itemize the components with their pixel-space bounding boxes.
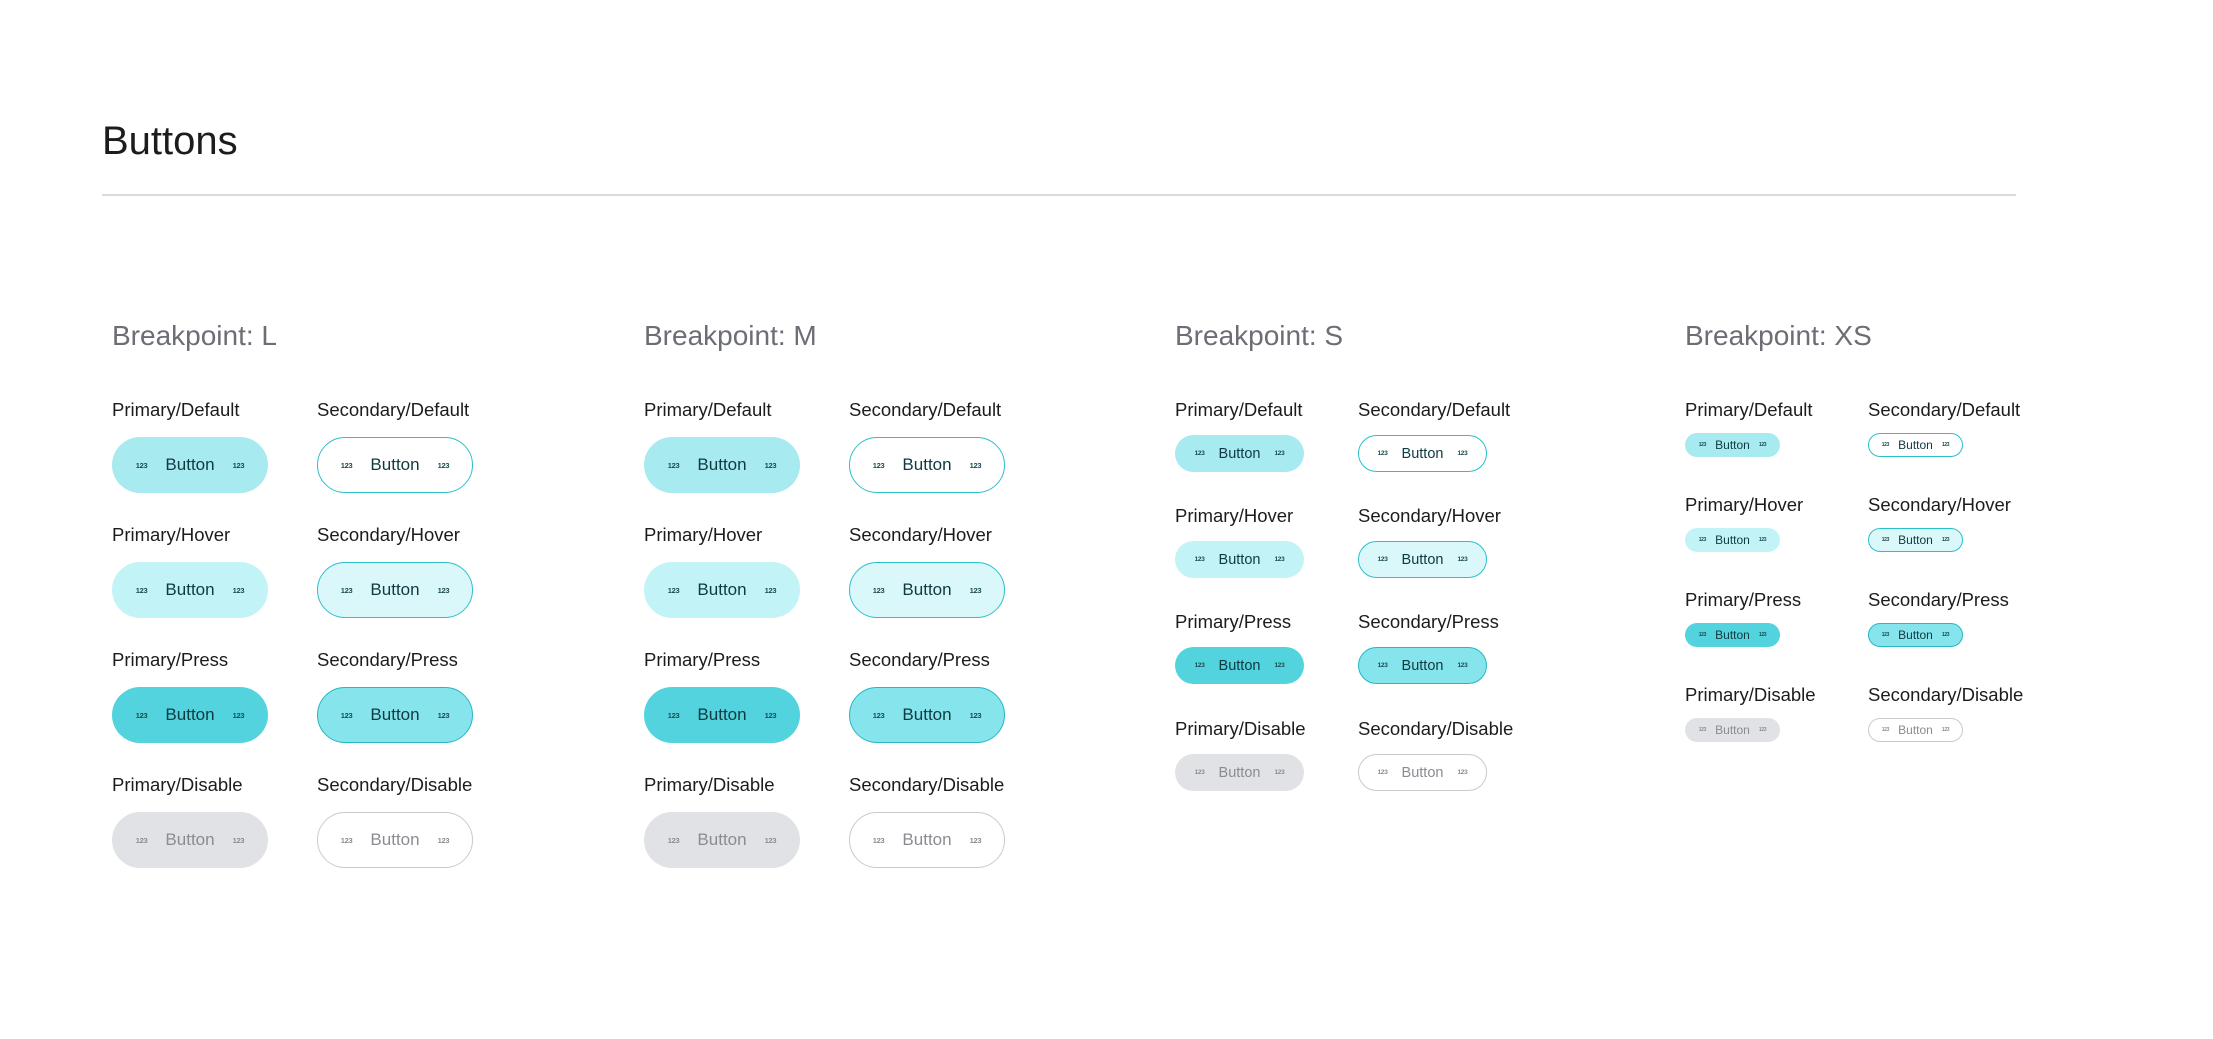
state-label: Secondary/Default [1868, 399, 2021, 420]
button-label: Button [1401, 551, 1444, 568]
button-label: Button [1715, 628, 1750, 642]
variant-secondary-hover [1868, 493, 2011, 547]
button-label: Button [370, 830, 420, 849]
button-label: Button [165, 830, 215, 849]
primary-hover-button[interactable] [1685, 528, 1780, 552]
state-label: Primary/Hover [112, 524, 231, 545]
leading-icon: 123 [1377, 450, 1388, 457]
variant-primary-disable [112, 773, 245, 849]
primary-hover-button[interactable] [1175, 541, 1304, 578]
leading-icon: 123 [667, 710, 680, 720]
primary-default-button[interactable] [1685, 433, 1780, 457]
leading-icon: 123 [135, 835, 148, 845]
state-label: Primary/Default [644, 399, 772, 420]
leading-icon: 123 [1377, 662, 1388, 669]
leading-icon: 123 [1377, 769, 1388, 776]
breakpoint-title: Breakpoint: S [1175, 320, 1344, 351]
state-label: Primary/Hover [644, 524, 763, 545]
trailing-icon: 123 [232, 835, 245, 845]
state-label: Primary/Press [112, 649, 229, 670]
trailing-icon: 123 [437, 585, 450, 595]
button-label: Button [697, 455, 747, 474]
button-label: Button [1401, 657, 1444, 674]
trailing-icon: 123 [1941, 537, 1950, 543]
trailing-icon: 123 [764, 460, 777, 470]
leading-icon: 123 [1698, 442, 1707, 448]
button-label: Button [697, 830, 747, 849]
leading-icon: 123 [135, 710, 148, 720]
variant-primary-hover [112, 523, 245, 599]
leading-icon: 123 [667, 460, 680, 470]
state-label: Secondary/Press [1868, 589, 2009, 610]
variant-primary-press [112, 648, 245, 724]
primary-hover-button[interactable] [644, 562, 800, 618]
state-label: Secondary/Hover [1868, 494, 2011, 515]
variant-secondary-hover [849, 523, 992, 599]
trailing-icon: 123 [1941, 632, 1950, 638]
variant-primary-default [112, 398, 245, 474]
primary-default-button[interactable] [644, 437, 800, 493]
leading-icon: 123 [1698, 632, 1707, 638]
leading-icon: 123 [1881, 632, 1890, 638]
secondary-press-button[interactable] [317, 687, 473, 743]
leading-icon: 123 [340, 710, 353, 720]
button-label: Button [902, 830, 952, 849]
state-label: Secondary/Hover [317, 524, 460, 545]
trailing-icon: 123 [969, 585, 982, 595]
secondary-disable-button[interactable] [1358, 754, 1487, 791]
button-label: Button [697, 580, 747, 599]
state-label: Primary/Disable [644, 774, 775, 795]
state-label: Primary/Disable [112, 774, 243, 795]
secondary-disable-button[interactable] [317, 812, 473, 868]
button-label: Button [1715, 533, 1750, 547]
leading-icon: 123 [872, 835, 885, 845]
trailing-icon: 123 [1457, 662, 1468, 669]
page-title: Buttons [102, 119, 238, 163]
secondary-default-button[interactable] [317, 437, 473, 493]
variant-primary-hover [1175, 504, 1294, 568]
trailing-icon: 123 [1274, 769, 1285, 776]
secondary-press-button[interactable] [1358, 647, 1487, 684]
trailing-icon: 123 [764, 585, 777, 595]
trailing-icon: 123 [1457, 556, 1468, 563]
leading-icon: 123 [1194, 556, 1205, 563]
state-label: Primary/Default [1175, 399, 1303, 420]
leading-icon: 123 [340, 835, 353, 845]
button-label: Button [1401, 764, 1444, 781]
state-label: Primary/Default [112, 399, 240, 420]
button-label: Button [165, 705, 215, 724]
trailing-icon: 123 [232, 585, 245, 595]
state-label: Secondary/Press [849, 649, 990, 670]
state-label: Secondary/Default [849, 399, 1002, 420]
state-label: Secondary/Disable [1868, 684, 2024, 705]
leading-icon: 123 [340, 460, 353, 470]
state-label: Secondary/Default [1358, 399, 1511, 420]
variant-primary-disable [1685, 683, 1816, 737]
state-label: Primary/Press [644, 649, 761, 670]
trailing-icon: 123 [1457, 450, 1468, 457]
leading-icon: 123 [1881, 727, 1890, 733]
secondary-default-button[interactable] [849, 437, 1005, 493]
state-label: Secondary/Press [1358, 611, 1499, 632]
state-label: Secondary/Hover [1358, 505, 1501, 526]
trailing-icon: 123 [969, 835, 982, 845]
leading-icon: 123 [1194, 662, 1205, 669]
trailing-icon: 123 [1758, 632, 1767, 638]
trailing-icon: 123 [232, 460, 245, 470]
leading-icon: 123 [667, 585, 680, 595]
primary-press-button[interactable] [1685, 623, 1780, 647]
leading-icon: 123 [872, 710, 885, 720]
leading-icon: 123 [1698, 727, 1707, 733]
variant-primary-press [1685, 588, 1802, 642]
variant-primary-default [1685, 398, 1813, 452]
secondary-disable-button[interactable] [849, 812, 1005, 868]
variant-secondary-disable [1868, 683, 2024, 737]
trailing-icon: 123 [437, 460, 450, 470]
trailing-icon: 123 [969, 710, 982, 720]
state-label: Primary/Default [1685, 399, 1813, 420]
secondary-press-button[interactable] [1868, 623, 1963, 647]
leading-icon: 123 [1377, 556, 1388, 563]
primary-hover-button[interactable] [112, 562, 268, 618]
variant-primary-default [644, 398, 777, 474]
leading-icon: 123 [1194, 450, 1205, 457]
button-label: Button [1898, 723, 1933, 737]
button-label: Button [902, 455, 952, 474]
trailing-icon: 123 [1274, 556, 1285, 563]
trailing-icon: 123 [1941, 442, 1950, 448]
leading-icon: 123 [667, 835, 680, 845]
state-label: Secondary/Disable [317, 774, 473, 795]
leading-icon: 123 [1698, 537, 1707, 543]
leading-icon: 123 [872, 460, 885, 470]
state-label: Primary/Press [1175, 611, 1292, 632]
button-label: Button [1898, 533, 1933, 547]
button-label: Button [1218, 657, 1261, 674]
variant-secondary-press [1868, 588, 2009, 642]
variant-primary-disable [644, 773, 777, 849]
secondary-hover-button[interactable] [849, 562, 1005, 618]
secondary-default-button[interactable] [1358, 435, 1487, 472]
secondary-default-button[interactable] [1868, 433, 1963, 457]
button-label: Button [1715, 438, 1750, 452]
state-label: Primary/Press [1685, 589, 1802, 610]
variant-secondary-hover [317, 523, 460, 599]
button-label: Button [1218, 764, 1261, 781]
variant-secondary-press [1358, 610, 1499, 674]
button-label: Button [1218, 551, 1261, 568]
trailing-icon: 123 [1274, 662, 1285, 669]
breakpoint-title: Breakpoint: L [112, 320, 277, 351]
variant-secondary-disable [317, 773, 473, 849]
variant-primary-hover [644, 523, 777, 599]
button-label: Button [902, 705, 952, 724]
button-label: Button [1898, 438, 1933, 452]
state-label: Secondary/Disable [1358, 718, 1514, 739]
breakpoint-title: Breakpoint: M [644, 320, 817, 351]
secondary-press-button[interactable] [849, 687, 1005, 743]
leading-icon: 123 [1194, 769, 1205, 776]
trailing-icon: 123 [1758, 537, 1767, 543]
leading-icon: 123 [135, 585, 148, 595]
trailing-icon: 123 [437, 710, 450, 720]
variant-secondary-press [849, 648, 990, 724]
trailing-icon: 123 [969, 460, 982, 470]
trailing-icon: 123 [437, 835, 450, 845]
button-label: Button [370, 705, 420, 724]
variant-secondary-hover [1358, 504, 1501, 568]
primary-press-button[interactable] [644, 687, 800, 743]
variant-secondary-press [317, 648, 458, 724]
state-label: Primary/Hover [1685, 494, 1804, 515]
button-label: Button [165, 580, 215, 599]
primary-press-button[interactable] [1175, 647, 1304, 684]
leading-icon: 123 [1881, 442, 1890, 448]
variant-primary-disable [1175, 717, 1306, 781]
trailing-icon: 123 [232, 710, 245, 720]
variant-secondary-disable [849, 773, 1005, 849]
trailing-icon: 123 [1758, 727, 1767, 733]
state-label: Primary/Disable [1175, 718, 1306, 739]
primary-disable-button[interactable] [112, 812, 268, 868]
variant-primary-hover [1685, 493, 1804, 547]
title-divider [102, 194, 2016, 196]
variant-secondary-disable [1358, 717, 1514, 781]
button-label: Button [165, 455, 215, 474]
button-label: Button [1218, 445, 1261, 462]
variant-secondary-default [1868, 398, 2021, 452]
primary-default-button[interactable] [112, 437, 268, 493]
button-label: Button [697, 705, 747, 724]
variant-secondary-default [317, 398, 470, 474]
trailing-icon: 123 [1758, 442, 1767, 448]
leading-icon: 123 [135, 460, 148, 470]
button-label: Button [370, 580, 420, 599]
button-label: Button [370, 455, 420, 474]
state-label: Secondary/Default [317, 399, 470, 420]
trailing-icon: 123 [1457, 769, 1468, 776]
trailing-icon: 123 [764, 835, 777, 845]
variant-secondary-default [849, 398, 1002, 474]
variant-secondary-default [1358, 398, 1511, 462]
breakpoint-title: Breakpoint: XS [1685, 320, 1872, 351]
state-label: Secondary/Press [317, 649, 458, 670]
state-label: Secondary/Hover [849, 524, 992, 545]
secondary-hover-button[interactable] [1358, 541, 1487, 578]
variant-primary-default [1175, 398, 1303, 462]
variant-primary-press [1175, 610, 1292, 674]
primary-disable-button[interactable] [644, 812, 800, 868]
button-label: Button [1401, 445, 1444, 462]
leading-icon: 123 [340, 585, 353, 595]
variant-primary-press [644, 648, 777, 724]
leading-icon: 123 [1881, 537, 1890, 543]
button-label: Button [1898, 628, 1933, 642]
trailing-icon: 123 [1274, 450, 1285, 457]
secondary-disable-button[interactable] [1868, 718, 1963, 742]
trailing-icon: 123 [764, 710, 777, 720]
button-label: Button [902, 580, 952, 599]
trailing-icon: 123 [1941, 727, 1950, 733]
primary-disable-button[interactable] [1685, 718, 1780, 742]
primary-disable-button[interactable] [1175, 754, 1304, 791]
state-label: Primary/Disable [1685, 684, 1816, 705]
primary-press-button[interactable] [112, 687, 268, 743]
secondary-hover-button[interactable] [317, 562, 473, 618]
state-label: Primary/Hover [1175, 505, 1294, 526]
secondary-hover-button[interactable] [1868, 528, 1963, 552]
state-label: Secondary/Disable [849, 774, 1005, 795]
button-label: Button [1715, 723, 1750, 737]
leading-icon: 123 [872, 585, 885, 595]
primary-default-button[interactable] [1175, 435, 1304, 472]
